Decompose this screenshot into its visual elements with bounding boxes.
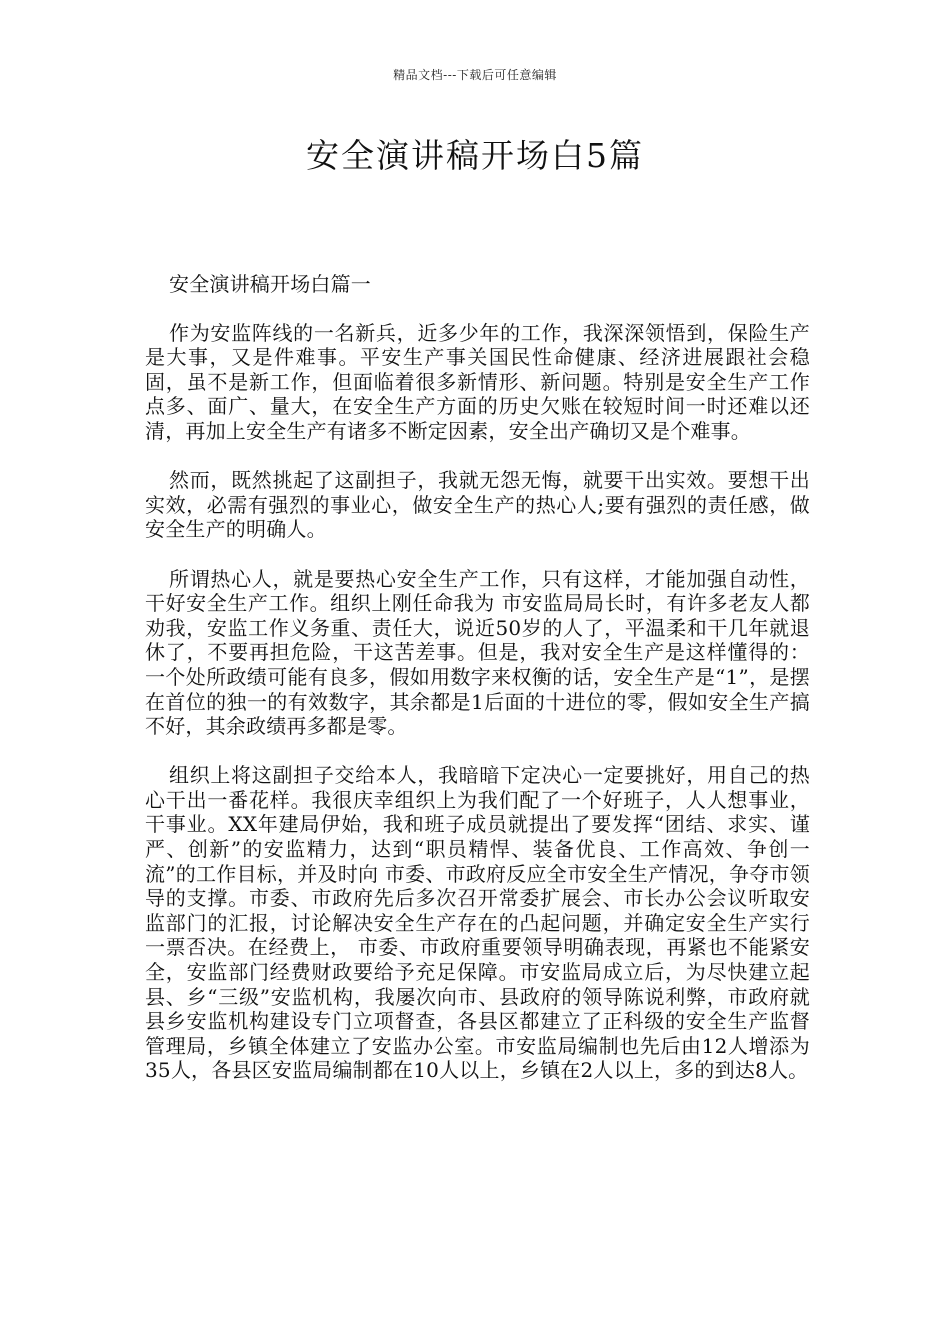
paragraph-1: 作为安监阵线的一名新兵，近多少年的工作，我深深领悟到，保险生产是大事，又是件难事。平安生产事关国民性命健康、经济进展跟社会稳固，虽不是新工作，但面临着很多新情形、新问题。特别是安全生产工作点多、面广、量大，在安全生产方面的历史欠账在较短时间一时还难以还清，再加上安全生产有诸多不断定因素，安全出产确切又是个难事。 [145, 320, 810, 443]
document-body [145, 272, 810, 1108]
header-note: 精品文档---下载后可任意编辑 [393, 68, 557, 82]
paragraph-2: 然而，既然挑起了这副担子，我就无怨无悔，就要干出实效。要想干出实效，必需有强烈的事业心，做安全生产的热心人;要有强烈的责任感，做安全生产的明确人。 [145, 468, 810, 542]
paragraph-4: 组织上将这副担子交给本人，我暗暗下定决心一定要挑好，用自己的热心干出一番花样。我很庆幸组织上为我们配了一个好班子，人人想事业，干事业。XX年建局伊始，我和班子成员就提出了要发挥“团结、求实、谨严、创新”的安监精力，达到“职员精悍、装备优良、工作高效、争创一流”的工作目标，并及时向 市委、市政府反应全市安全生产情况，争夺市领导的支撑。市委、市政府先后多次召开常委扩展会、市长办公会议听取安监部门的汇报，讨论解决安全生产存在的凸起问题，并确定安全生产实行一票否决。在经费上， 市委、市政府重要领导明确表现，再紧也不能紧安全，安监部门经费财政要给予充足保障。市安监局成立后，为尽快建立起县、乡“三级”安监机构，我屡次向市、县政府的领导陈说利弊，市政府就县乡安监机构建设专门立项督查，各县区都建立了正科级的安全生产监督管理局，乡镇全体建立了安监办公室。市安监局编制也先后由12人增添为35人，各县区安监局编制都在10人以上，乡镇在2人以上，多的到达8人。 [145, 763, 810, 1083]
paragraph-3: 所谓热心人，就是要热心安全生产工作，只有这样，才能加强自动性，干好安全生产工作。组织上刚任命我为 市安监局局长时，有许多老友人都劝我，安监工作义务重、责任大，说近50岁的人了，平温柔和干几年就退休了，不要再担危险，干这苦差事。但是，我对安全生产是这样懂得的：一个处所政绩可能有良多，假如用数字来权衡的话，安全生产是“1”，是摆在首位的独一的有效数字，其余都是1后面的十进位的零，假如安全生产搞不好，其余政绩再多都是零。 [145, 566, 810, 739]
section-heading: 安全演讲稿开场白篇一 [169, 272, 371, 296]
document-title: 安全演讲稿开场白5篇 [306, 136, 644, 175]
